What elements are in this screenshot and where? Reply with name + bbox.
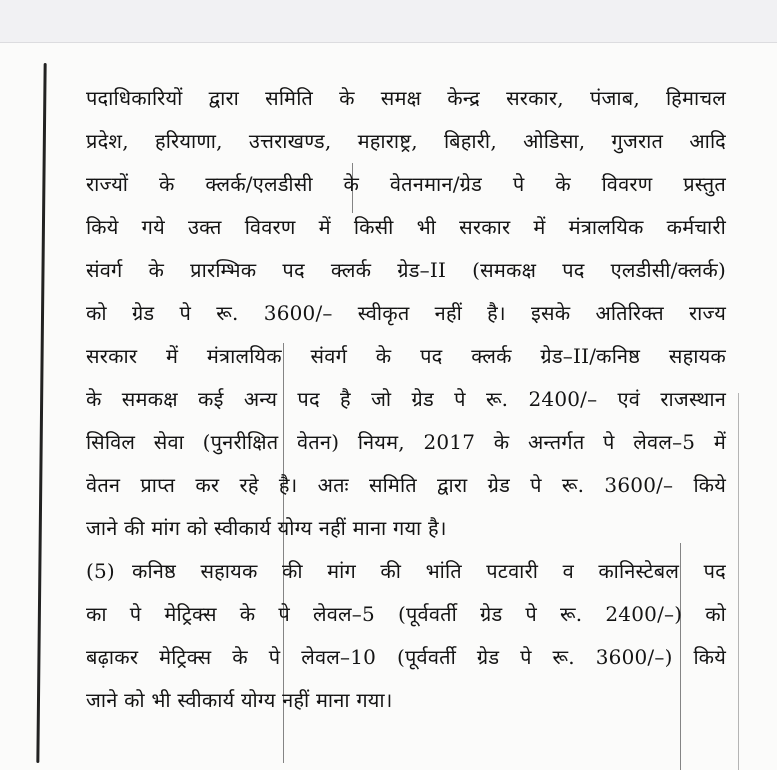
item-line: का पे मेट्रिक्स के पे लेवल–5 (पूर्ववर्ती ग्रेड पे रू. 2400/–) को [86, 602, 726, 626]
paragraph-line: सरकार में मंत्रालयिक संवर्ग के पद क्लर्क ग्रेड–II/कनिष्ठ सहायक [86, 344, 726, 368]
paragraph-line: संवर्ग के प्रारम्भिक पद क्लर्क ग्रेड–II (समकक्ष पद एलडीसी/क्लर्क) [86, 258, 726, 282]
paragraph-line: पदाधिकारियों द्वारा समिति के समक्ष केन्द्र सरकार, पंजाब, हिमाचल [86, 86, 726, 110]
item-line: बढ़ाकर मेट्रिक्स के पे लेवल–10 (पूर्ववर्ती ग्रेड पे रू. 3600/–) किये [86, 645, 726, 669]
item-line: कनिष्ठ सहायक की मांग की भांति पटवारी व कानिस्टेबल पद [132, 559, 726, 583]
scan-artifact-line [738, 393, 739, 770]
paragraph-line: किये गये उक्त विवरण में किसी भी सरकार में मंत्रालयिक कर्मचारी [86, 215, 726, 239]
document-body [86, 77, 726, 722]
paragraph-line: राज्यों के क्लर्क/एलडीसी के वेतनमान/ग्रेड पे के विवरण प्रस्तुत [86, 172, 726, 196]
paragraph-line: सिविल सेवा (पुनरीक्षित वेतन) नियम, 2017 के अन्तर्गत पे लेवल–5 में [86, 430, 726, 454]
viewer-toolbar [0, 0, 777, 43]
paragraph-line: प्रदेश, हरियाणा, उत्तराखण्ड, महाराष्ट्र, बिहारी, ओडिसा, गुजरात आदि [86, 129, 726, 153]
margin-rule [36, 63, 46, 763]
paragraph-line: के समकक्ष कई अन्य पद है जो ग्रेड पे रू. 2400/– एवं राजस्थान [86, 387, 726, 411]
list-item-5 [86, 550, 726, 593]
paragraph-line: वेतन प्राप्त कर रहे है। अतः समिति द्वारा ग्रेड पे रू. 3600/– किये [86, 473, 726, 497]
item-line: जाने को भी स्वीकार्य योग्य नहीं माना गया। [86, 688, 393, 712]
paragraph-line: को ग्रेड पे रू. 3600/– स्वीकृत नहीं है। इसके अतिरिक्त राज्य [86, 301, 726, 325]
item-number: (5) [86, 559, 115, 583]
scanned-page [0, 43, 777, 770]
paragraph-line: जाने की मांग को स्वीकार्य योग्य नहीं माना गया है। [86, 516, 447, 540]
